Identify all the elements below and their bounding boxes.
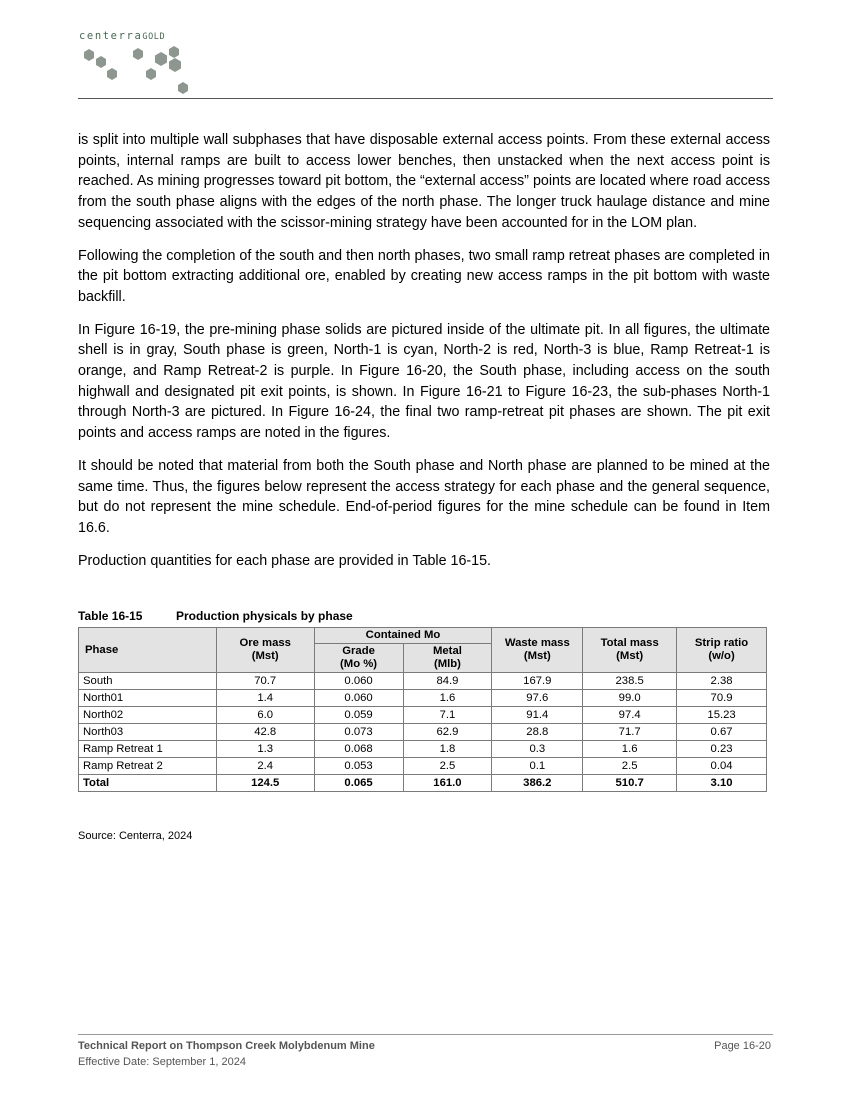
cell-ore-mass: 6.0	[216, 707, 314, 724]
cell-total-mass: 1.6	[583, 741, 677, 758]
cell-waste-mass: 91.4	[492, 707, 583, 724]
hexagon-cluster-icon	[79, 42, 199, 96]
cell-grade: 0.068	[314, 741, 403, 758]
table-row	[79, 707, 767, 724]
logo-wordmark: centerraGOLD	[79, 30, 166, 42]
cell-strip-ratio: 0.23	[677, 741, 767, 758]
cell-strip-ratio: 70.9	[677, 690, 767, 707]
cell-waste-mass: 28.8	[492, 724, 583, 741]
cell-total-mass: 238.5	[583, 673, 677, 690]
table-row	[79, 673, 767, 690]
cell-strip-ratio: 0.67	[677, 724, 767, 741]
cell-ore-mass: 1.3	[216, 741, 314, 758]
cell-strip-ratio: 2.38	[677, 673, 767, 690]
cell-strip-ratio: 15.23	[677, 707, 767, 724]
table-caption-number: Table 16-15	[78, 609, 143, 623]
cell-metal: 1.8	[403, 741, 492, 758]
table-caption-title: Production physicals by phase	[176, 609, 353, 623]
header-strip-ratio: Strip ratio (w/o)	[677, 628, 767, 673]
cell-metal: 2.5	[403, 758, 492, 775]
cell-total-mass: 71.7	[583, 724, 677, 741]
cell-total-mass: 97.4	[583, 707, 677, 724]
cell-metal: 62.9	[403, 724, 492, 741]
production-physicals-table	[78, 627, 767, 792]
body-text	[78, 130, 770, 583]
header-metal: Metal (Mlb)	[403, 644, 492, 673]
table-row	[79, 724, 767, 741]
cell-phase: Ramp Retreat 2	[79, 758, 217, 775]
cell-ore-mass: 124.5	[216, 775, 314, 792]
cell-strip-ratio: 0.04	[677, 758, 767, 775]
header-total-mass: Total mass (Mst)	[583, 628, 677, 673]
cell-phase: Ramp Retreat 1	[79, 741, 217, 758]
footer-report-title: Technical Report on Thompson Creek Molybdenum Mine	[78, 1040, 375, 1052]
paragraph-3: In Figure 16-19, the pre-mining phase solids are pictured inside of the ultimate pit. In all figures, the ultimate shell is in gray, South phase is green, North-1 is cyan, North-2 is red, North-3 is blue, Ramp Retreat-1 is orange, and Ramp Retreat-2 is purple. In Figure 16-20, the South phase, including access on the south highwall and designated pit exit points, is shown. In Figure 16-21 to Figure 16-23, the sub-phases North-1 through North-3 are pictured. In Figure 16-24, the final two ramp-retreat pit phases are shown. The pit exit points and access ramps are noted in the figures.	[78, 321, 770, 442]
table-row	[79, 690, 767, 707]
cell-ore-mass: 42.8	[216, 724, 314, 741]
cell-phase: North03	[79, 724, 217, 741]
cell-total-mass: 2.5	[583, 758, 677, 775]
paragraph-5: Production quantities for each phase are provided in Table 16-15.	[78, 552, 492, 569]
cell-metal: 161.0	[403, 775, 492, 792]
footer-effective-date: Effective Date: September 1, 2024	[78, 1056, 246, 1068]
cell-metal: 7.1	[403, 707, 492, 724]
header-waste-mass: Waste mass (Mst)	[492, 628, 583, 673]
cell-metal: 1.6	[403, 690, 492, 707]
header-ore-mass: Ore mass (Mst)	[216, 628, 314, 673]
cell-ore-mass: 1.4	[216, 690, 314, 707]
table-caption	[78, 609, 353, 623]
header-phase: Phase	[79, 628, 217, 673]
cell-waste-mass: 97.6	[492, 690, 583, 707]
footer-divider	[78, 1034, 773, 1035]
cell-grade: 0.073	[314, 724, 403, 741]
header-grade: Grade (Mo %)	[314, 644, 403, 673]
cell-phase: North01	[79, 690, 217, 707]
header-contained-mo: Contained Mo	[314, 628, 492, 644]
footer-page-number: Page 16-20	[714, 1040, 771, 1052]
cell-metal: 84.9	[403, 673, 492, 690]
paragraph-1: is split into multiple wall subphases that have disposable external access points. From these external access points, internal ramps are built to access lower benches, then unstacked when the next access point is reached. As mining progresses toward pit bottom, the “external access” points are located where road access from the south phase aligns with the edges of the north phase. The longer truck haulage distance and mine sequencing associated with the scissor-mining strategy have been accounted for in the LOM plan.	[78, 132, 770, 231]
cell-phase: South	[79, 673, 217, 690]
cell-grade: 0.065	[314, 775, 403, 792]
cell-phase: North02	[79, 707, 217, 724]
cell-waste-mass: 386.2	[492, 775, 583, 792]
cell-ore-mass: 2.4	[216, 758, 314, 775]
header-divider	[78, 98, 773, 99]
cell-waste-mass: 0.1	[492, 758, 583, 775]
centerra-gold-logo	[79, 30, 209, 96]
cell-grade: 0.060	[314, 690, 403, 707]
table-row	[79, 741, 767, 758]
cell-waste-mass: 0.3	[492, 741, 583, 758]
paragraph-2: Following the completion of the south and then north phases, two small ramp retreat phases are completed in the pit bottom extracting additional ore, enabled by creating new access ramps in the pit bottom with waste backfill.	[78, 247, 770, 305]
cell-phase: Total	[79, 775, 217, 792]
cell-grade: 0.059	[314, 707, 403, 724]
cell-grade: 0.060	[314, 673, 403, 690]
table-source: Source: Centerra, 2024	[78, 830, 193, 842]
paragraph-4: It should be noted that material from both the South phase and North phase are planned to be mined at the same time. Thus, the figures below represent the access strategy for each phase and the general sequence, but do not represent the mine schedule. End-of-period figures for the mine schedule can be found in Item 16.6.	[78, 457, 770, 536]
cell-total-mass: 99.0	[583, 690, 677, 707]
table-total-row	[79, 775, 767, 792]
cell-ore-mass: 70.7	[216, 673, 314, 690]
cell-waste-mass: 167.9	[492, 673, 583, 690]
cell-strip-ratio: 3.10	[677, 775, 767, 792]
table-row	[79, 758, 767, 775]
cell-total-mass: 510.7	[583, 775, 677, 792]
cell-grade: 0.053	[314, 758, 403, 775]
